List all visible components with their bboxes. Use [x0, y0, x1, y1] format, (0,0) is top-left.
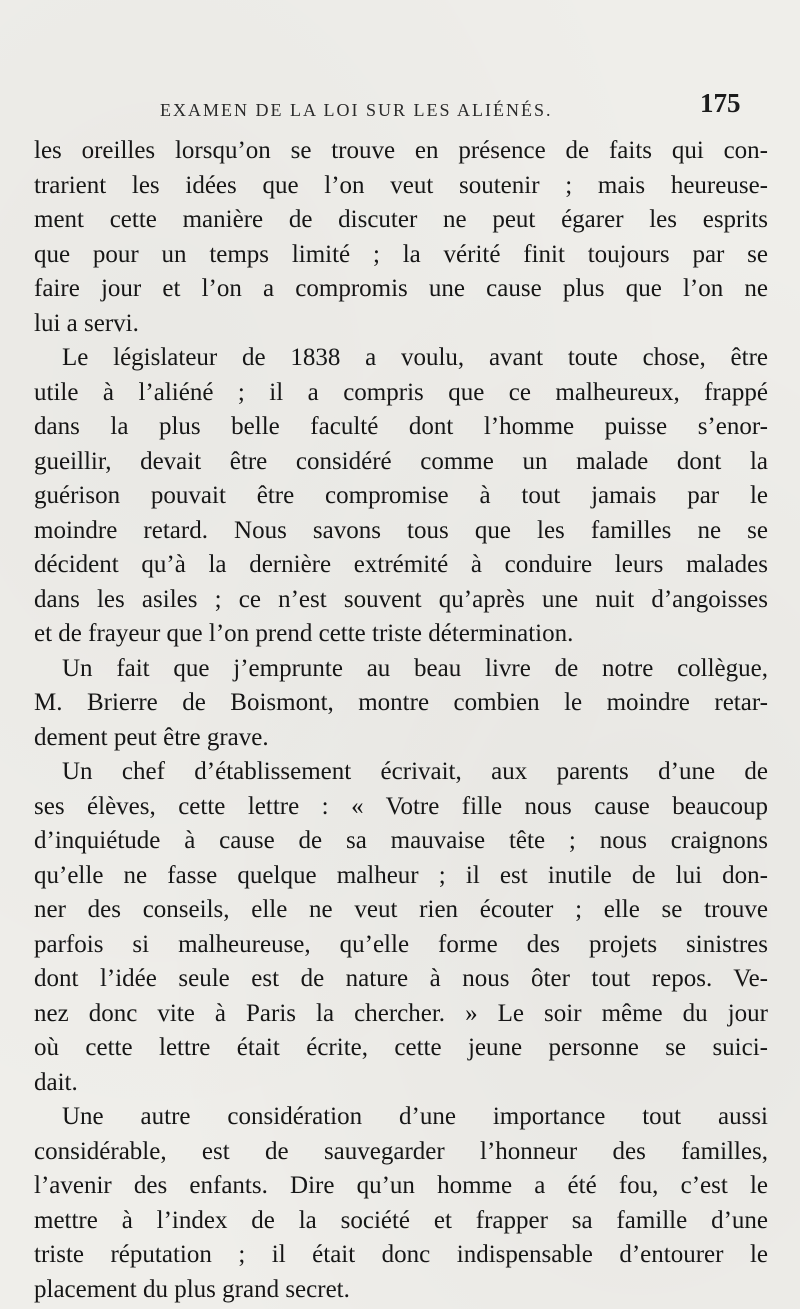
text-line: M. Brierre de Boismont, montre combien le moindre retar-	[34, 689, 768, 716]
text-line: dans la plus belle faculté dont l’homme puisse s’enor-	[34, 413, 768, 440]
paragraph	[34, 134, 768, 341]
text-line: que pour un temps limité ; la vérité finit toujours par se	[34, 240, 768, 268]
text-line: ses élèves, cette lettre : « Votre fille nous cause beaucoup	[34, 792, 768, 820]
text-line: nez donc vite à Paris la chercher. » Le soir même du jour	[34, 999, 768, 1027]
text-line: qu’elle ne fasse quelque malheur ; il est inutile de lui don-	[34, 861, 768, 889]
paragraph	[34, 341, 768, 652]
text-line: Le législateur de 1838 a voulu, avant toute chose, être	[62, 344, 768, 371]
paragraph	[34, 652, 768, 756]
text-line: où cette lettre était écrite, cette jeune personne se suici-	[34, 1034, 768, 1061]
text-line: ner des conseils, elle ne veut rien écouter ; elle se trouve	[34, 896, 768, 923]
text-line: faire jour et l’on a compromis une cause plus que l’on ne	[34, 275, 768, 302]
paragraph	[34, 1100, 768, 1307]
text-line: Un chef d’établissement écrivait, aux parents d’une de	[62, 758, 768, 785]
body-text	[34, 134, 768, 1307]
text-line: considérable, est de sauvegarder l’honneur des familles,	[34, 1137, 768, 1165]
text-line: gueillir, devait être considéré comme un malade dont la	[34, 447, 768, 475]
text-line: trarient les idées que l’on veut soutenir ; mais heureuse-	[34, 171, 768, 199]
text-line: lui a servi.	[34, 309, 139, 337]
text-line: ment cette manière de discuter ne peut égarer les esprits	[34, 206, 768, 233]
text-line: d’inquiétude à cause de sa mauvaise tête ; nous craignons	[34, 827, 768, 854]
text-line: dement peut être grave.	[34, 723, 269, 751]
text-line: mettre à l’index de la société et frapper sa famille d’une	[34, 1206, 768, 1234]
text-line: dans les asiles ; ce n’est souvent qu’après une nuit d’angoisses	[34, 585, 768, 613]
text-line: l’avenir des enfants. Dire qu’un homme a été fou, c’est le	[34, 1172, 768, 1199]
text-line: parfois si malheureuse, qu’elle forme des projets sinistres	[34, 930, 768, 958]
text-line: dait.	[34, 1068, 78, 1096]
text-line: guérison pouvait être compromise à tout jamais par le	[34, 482, 768, 509]
text-line: utile à l’aliéné ; il a compris que ce malheureux, frappé	[34, 378, 768, 406]
text-line: Un fait que j’emprunte au beau livre de notre collègue,	[62, 654, 768, 682]
page-number: 175	[700, 88, 741, 118]
running-title: EXAMEN DE LA LOI SUR LES ALIÉNÉS.	[160, 100, 553, 120]
text-line: décident qu’à la dernière extrémité à conduire leurs malades	[34, 551, 768, 578]
paragraph	[34, 755, 768, 1100]
text-line: placement du plus grand secret.	[34, 1275, 350, 1303]
text-line: dont l’idée seule est de nature à nous ôter tout repos. Ve-	[34, 965, 768, 992]
text-line: les oreilles lorsqu’on se trouve en présence de faits qui con-	[34, 137, 768, 164]
page-header	[0, 88, 800, 128]
text-line: et de frayeur que l’on prend cette triste détermination.	[34, 620, 574, 647]
text-line: Une autre considération d’une importance tout aussi	[62, 1103, 768, 1130]
text-line: triste réputation ; il était donc indispensable d’entourer le	[34, 1241, 768, 1268]
text-line: moindre retard. Nous savons tous que les familles ne se	[34, 516, 768, 544]
